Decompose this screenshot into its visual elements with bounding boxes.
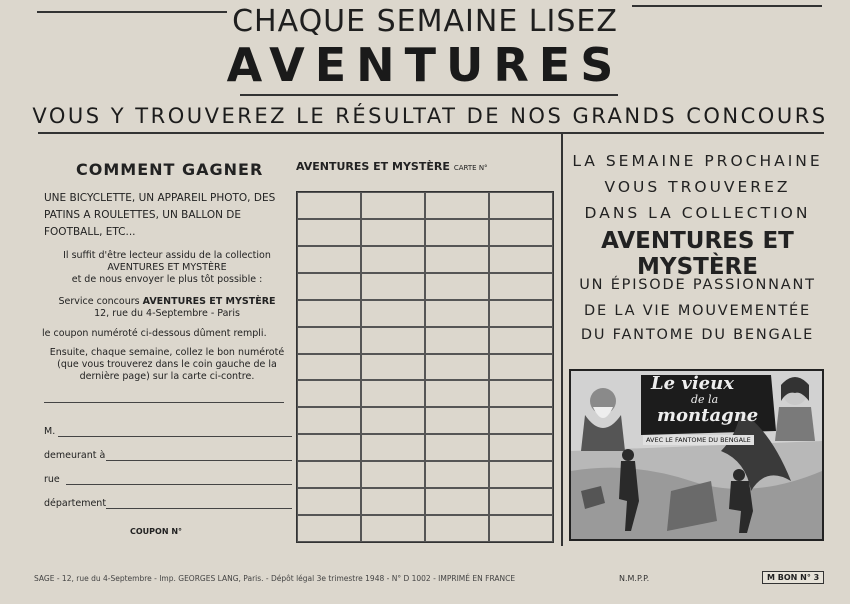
stamp-cell — [489, 246, 553, 273]
comic-subtitle: AVEC LE FANTOME DU BENGALE — [643, 435, 754, 445]
stamp-cell — [425, 354, 489, 381]
card-collection: AVENTURES ET MYSTÈRE — [296, 160, 450, 173]
stamp-cell — [425, 327, 489, 354]
header-title: AVENTURES — [226, 38, 624, 92]
stamp-cell — [489, 380, 553, 407]
stamp-cell — [297, 488, 361, 515]
stamp-cell — [425, 461, 489, 488]
service-address: 12, rue du 4-Septembre - Paris — [94, 308, 240, 319]
stamp-cell — [297, 327, 361, 354]
stamp-cell — [297, 515, 361, 542]
stamp-card-grid — [296, 191, 554, 543]
stamp-cell — [489, 192, 553, 219]
card-title — [296, 160, 488, 173]
coupon-label: COUPON N° — [130, 527, 183, 536]
stamp-cell — [297, 246, 361, 273]
next-week-line-7: DU FANTOME DU BENGALE — [580, 327, 815, 343]
stamp-cell — [297, 300, 361, 327]
card-number-label: CARTE N° — [453, 164, 488, 172]
stamp-cell — [361, 434, 425, 461]
footer-imprint: SAGE - 12, rue du 4-Septembre - Imp. GEORGES LANG, Paris. - Dépôt légal 3e trimestre 1948 - N° D 1002 - IMPRIMÉ EN FRANCE — [34, 574, 516, 583]
stamp-cell — [297, 219, 361, 246]
stamp-cell — [425, 273, 489, 300]
footer-nmpp: N.M.P.P. — [619, 574, 650, 583]
stamp-cell — [361, 273, 425, 300]
stamp-cell — [361, 354, 425, 381]
form-street-label: rue — [44, 474, 60, 485]
stamp-cell — [361, 407, 425, 434]
stamp-cell — [489, 300, 553, 327]
prizes-list: UNE BICYCLETTE, UN APPAREIL PHOTO, DES PATINS A ROULETTES, UN BALLON DE FOOTBALL, ETC... — [44, 192, 276, 238]
stamp-cell — [425, 219, 489, 246]
stamp-cell — [489, 219, 553, 246]
form-name-line[interactable] — [58, 436, 292, 437]
next-week-line-3: DANS LA COLLECTION — [584, 204, 811, 222]
stamp-cell — [297, 407, 361, 434]
header-rule-bottom — [38, 132, 824, 134]
stamp-cell — [425, 434, 489, 461]
form-street-line[interactable] — [66, 484, 292, 485]
form-department-line[interactable] — [106, 508, 292, 509]
stamp-cell — [425, 380, 489, 407]
form-city-label: demeurant à — [44, 450, 106, 461]
stamp-cell — [489, 354, 553, 381]
instructions-1 — [42, 250, 292, 286]
comic-title-1: Le vieux — [651, 373, 734, 394]
stamp-cell — [361, 327, 425, 354]
instructions-2 — [42, 296, 292, 320]
next-week-line-1: LA SEMAINE PROCHAINE — [572, 152, 823, 170]
instructions-4: Ensuite, chaque semaine, collez le bon numéroté (que vous trouverez dans le coin gauche de la dernière page) sur la carte ci-contre. — [49, 347, 285, 382]
stamp-cell — [361, 300, 425, 327]
form-city-line[interactable] — [106, 460, 292, 461]
stamp-cell — [489, 488, 553, 515]
stamp-cell — [361, 461, 425, 488]
stamp-cell — [489, 273, 553, 300]
form-city-row — [44, 450, 294, 464]
stamp-cell — [425, 192, 489, 219]
stamp-cell — [489, 434, 553, 461]
form-street-row — [44, 474, 294, 488]
form-name-row — [44, 426, 294, 440]
form-department-label: département — [44, 498, 107, 509]
stamp-cell — [425, 488, 489, 515]
column-divider — [561, 134, 563, 546]
stamp-cell — [489, 515, 553, 542]
service-label: Service concours — [58, 296, 140, 307]
comic-cover-illustration — [569, 369, 824, 541]
stamp-cell — [425, 407, 489, 434]
instructions-1-collection: AVENTURES ET MYSTÈRE — [107, 262, 227, 273]
stamp-cell — [361, 192, 425, 219]
comic-title-3: montagne — [657, 405, 759, 426]
instructions-1-send: et de nous envoyer le plus tôt possible : — [71, 274, 263, 285]
stamp-cell — [425, 300, 489, 327]
how-to-win-title: COMMENT GAGNER — [76, 160, 264, 179]
comic-title-2: de la — [691, 393, 719, 406]
stamp-cell — [361, 488, 425, 515]
stamp-cell — [297, 434, 361, 461]
stamp-cell — [297, 273, 361, 300]
stamp-cell — [297, 461, 361, 488]
service-collection: AVENTURES ET MYSTÈRE — [142, 296, 276, 307]
stamp-cell — [297, 380, 361, 407]
next-week-collection: AVENTURES ET MYSTÈRE — [601, 228, 794, 280]
header-rule-under-title — [240, 94, 618, 96]
stamp-cell — [361, 380, 425, 407]
stamp-cell — [297, 192, 361, 219]
instructions-1-line: Il suffit d'être lecteur assidu de la collection — [63, 250, 271, 261]
instructions-3: le coupon numéroté ci-dessous dûment rempli. — [42, 328, 267, 339]
stamp-cell — [425, 246, 489, 273]
next-week-line-6: DE LA VIE MOUVEMENTÉE — [584, 303, 811, 319]
form-name-label: M. — [44, 426, 56, 437]
stamp-cell — [361, 219, 425, 246]
next-week-line-2: VOUS TROUVEREZ — [604, 178, 791, 196]
stamp-cell — [361, 246, 425, 273]
stamp-cell — [425, 515, 489, 542]
form-department-row — [44, 498, 294, 512]
header-line-1: CHAQUE SEMAINE LISEZ — [232, 4, 618, 39]
coupon-bon-number[interactable]: M BON N° 3 — [762, 571, 824, 584]
header-line-3: VOUS Y TROUVEREZ LE RÉSULTAT DE NOS GRANDS CONCOURS — [32, 104, 828, 128]
stamp-cell — [489, 327, 553, 354]
stamp-cell — [489, 407, 553, 434]
form-divider — [44, 402, 284, 403]
stamp-cell — [297, 354, 361, 381]
stamp-cell — [361, 515, 425, 542]
stamp-cell — [489, 461, 553, 488]
next-week-line-5: UN ÉPISODE PASSIONNANT — [579, 277, 816, 293]
